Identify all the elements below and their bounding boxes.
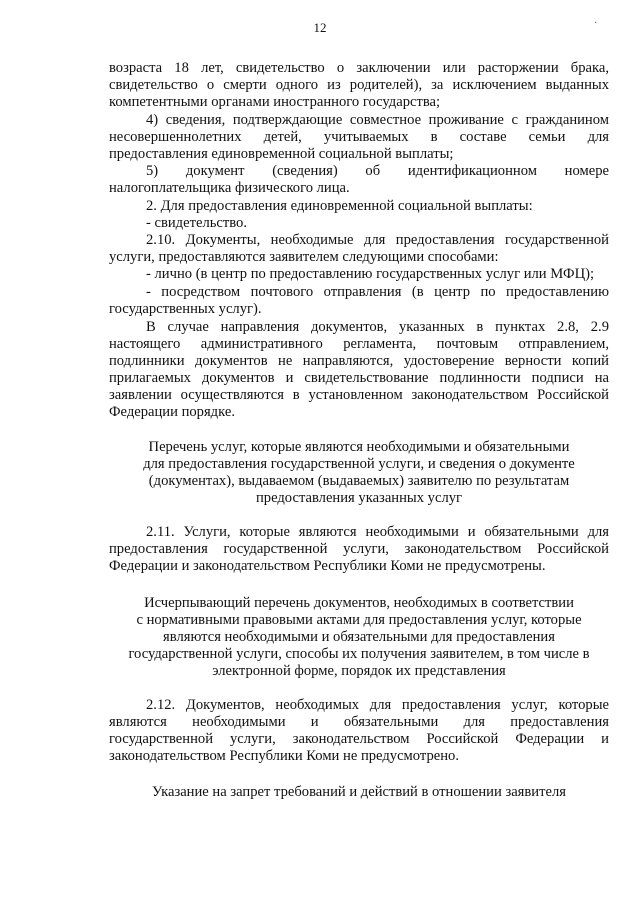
text-line: являются необходимыми и обязательными для предоставления: [109, 714, 609, 730]
section-heading-line: предоставления указанных услуг: [255, 490, 463, 506]
section-heading-line: Перечень услуг, которые являются необходимыми и обязательными: [148, 439, 570, 455]
text-line: услуги, предоставляются заявителем следующими способами:: [109, 249, 499, 265]
section-heading-line: электронной форме, порядок их представления: [212, 663, 506, 679]
section-heading-line: Указание на запрет требований и действий в отношении заявителя: [152, 784, 566, 800]
text-line: 5) документ (сведения) об идентификационном номере: [146, 163, 609, 179]
section-heading-line: (документах), выдаваемом (выдаваемых) заявителю по результатам: [148, 473, 570, 489]
text-line: предоставления единовременной социальной выплаты;: [109, 146, 454, 162]
text-line: настоящего административного регламента, почтовым отправлением,: [109, 336, 609, 352]
text-line: 2.11. Услуги, которые являются необходимыми и обязательными для: [146, 524, 609, 540]
text-line: В случае направления документов, указанных в пунктах 2.8, 2.9: [146, 319, 609, 335]
text-line: - посредством почтового отправления (в центр по предоставлению: [146, 284, 609, 300]
section-heading-line: с нормативными правовыми актами для предоставления услуг, которые: [136, 612, 582, 628]
text-line: 4) сведения, подтверждающие совместное проживание с гражданином: [146, 112, 609, 128]
text-line: Федерации и законодательством Республики Коми не предусмотрены.: [109, 558, 546, 574]
corner-mark: ·: [594, 18, 598, 29]
section-heading-line: для предоставления государственной услуги, и сведения о документе: [143, 456, 575, 472]
text-line: государственной услуги, законодательством Российской Федерации и: [109, 731, 609, 747]
text-line: 2.12. Документов, необходимых для предоставления услуг, которые: [146, 697, 609, 713]
text-line: свидетельство о смерти одного из родителей), за исключением выданных: [109, 77, 609, 93]
section-heading-line: Исчерпывающий перечень документов, необходимых в соответствии: [144, 595, 574, 611]
section-heading-line: являются необходимыми и обязательными для предоставления: [163, 629, 555, 645]
text-line: заявлении осуществляются в установленном законодательством Российской: [109, 387, 609, 403]
text-line: Федерации порядке.: [109, 404, 235, 420]
text-line: налогоплательщика физического лица.: [109, 180, 350, 196]
page-number: 12: [313, 20, 327, 35]
section-heading-line: государственной услуги, способы их получения заявителем, в том числе в: [128, 646, 590, 662]
text-line: 2. Для предоставления единовременной социальной выплаты:: [146, 198, 533, 214]
text-line: компетентными органами иностранного государства;: [109, 94, 441, 110]
text-line: подлинники документов не направляются, удостоверение верности копий: [109, 353, 609, 369]
text-line: предоставления государственной услуги, законодательством Российской: [109, 541, 609, 557]
text-line: - свидетельство.: [146, 215, 247, 231]
text-line: законодательством Республики Коми не предусмотрено.: [109, 748, 459, 764]
text-line: 2.10. Документы, необходимые для предоставления государственной: [146, 232, 609, 248]
text-line: прилагаемых документов и свидетельствование подлинности подписи на: [109, 370, 609, 386]
text-line: - лично (в центр по предоставлению государственных услуг или МФЦ);: [146, 266, 595, 282]
text-line: возраста 18 лет, свидетельство о заключении или расторжении брака,: [109, 60, 609, 76]
text-line: несовершеннолетних детей, учитываемых в составе семьи для: [109, 129, 609, 145]
text-line: государственных услуг).: [109, 301, 262, 317]
